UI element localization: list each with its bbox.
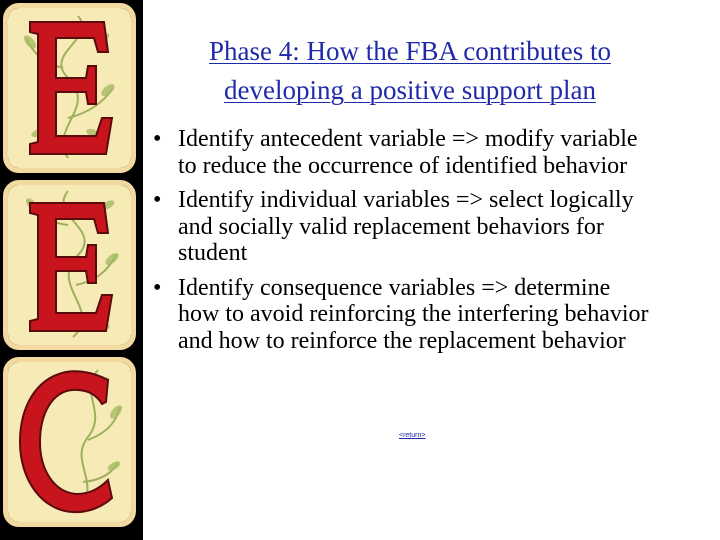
bullet-text: Identify individual variables => select logically and socially valid replacement behaviors for student xyxy=(178,187,634,266)
bullet-text: Identify consequence variables => determine how to avoid reinforcing the interfering behavior and how to reinforce the replacement behavior xyxy=(178,274,649,354)
vine-letter-e-icon xyxy=(8,8,131,168)
bullet-list xyxy=(153,126,653,362)
logo-tile-e-top xyxy=(3,3,136,173)
return-link[interactable]: <return> xyxy=(399,432,426,439)
bullet-item-antecedent xyxy=(153,126,653,179)
vine-letter-c-icon xyxy=(8,362,131,522)
slide-title xyxy=(143,32,677,110)
eec-logo-sidebar xyxy=(0,0,143,540)
bullet-text: Identify antecedent variable => modify variable to reduce the occurrence of identified behavior xyxy=(178,126,638,179)
bullet-marker: • xyxy=(153,274,162,301)
slide-title-line-1: Phase 4: How the FBA contributes to xyxy=(209,36,611,66)
slide-content xyxy=(143,0,720,540)
vine-letter-e-icon xyxy=(8,185,131,345)
slide-title-line-2: developing a positive support plan xyxy=(224,75,596,105)
logo-tile-e-middle xyxy=(3,180,136,350)
bullet-marker: • xyxy=(153,187,162,213)
svg-text:E: E xyxy=(8,8,9,9)
bullet-item-individual xyxy=(153,187,653,267)
logo-tile-c-bottom xyxy=(3,357,136,527)
bullet-marker: • xyxy=(153,126,162,152)
bullet-item-consequence xyxy=(153,275,653,355)
